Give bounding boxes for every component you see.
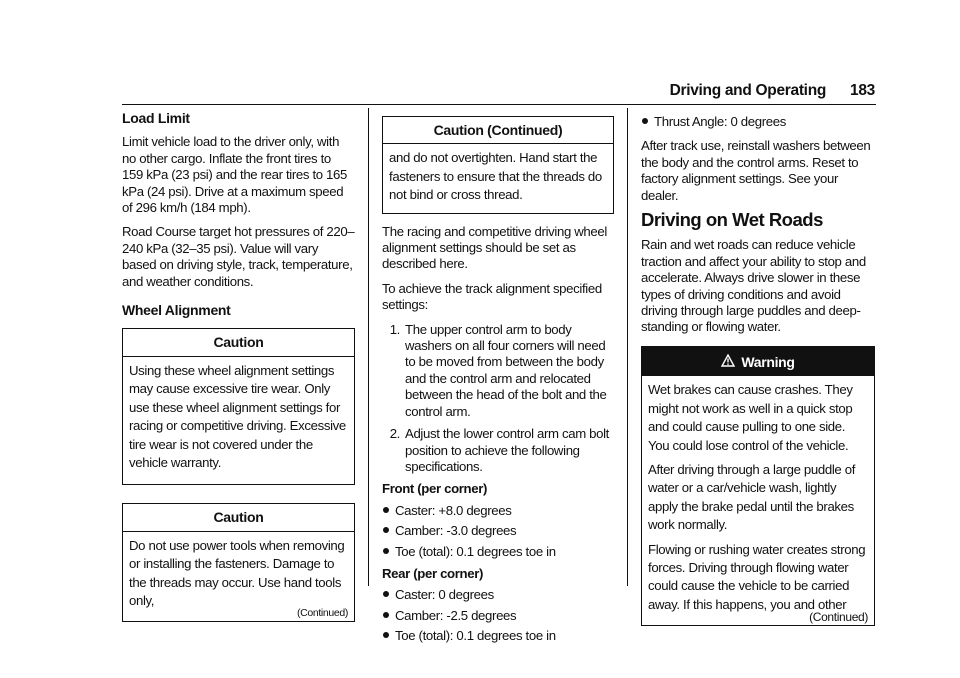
list-item	[641, 114, 875, 130]
column-divider-1	[368, 108, 369, 586]
alignment-steps-list	[382, 322, 614, 476]
wet-roads-heading: Driving on Wet Roads	[641, 209, 823, 231]
list-item	[382, 523, 614, 539]
caution-box-1-title: Caution	[123, 329, 354, 356]
warning-box	[641, 346, 875, 626]
bullet-icon	[642, 118, 648, 124]
bullet-text: Caster: 0 degrees	[395, 587, 494, 603]
bullet-text: Caster: +8.0 degrees	[395, 502, 512, 518]
warning-paragraph-3: Flowing or rushing water creates strong forces. Driving through flowing water could cause the vehicle to be carried away. If this happens, you and other	[648, 541, 866, 612]
caution-box-1-text: Using these wheel alignment settings may cause excessive tire wear. Only use these wheel alignment settings for racing or competitive driving. Excessive tire wear is not covered under the vehicle warranty.	[129, 362, 346, 470]
load-limit-paragraph-2: Road Course target hot pressures of 220–240 kPa (32–35 psi). Value will vary based on driving style, track, temperature, and weather conditions.	[122, 224, 355, 289]
wheel-alignment-heading: Wheel Alignment	[122, 302, 231, 319]
step-text: The upper control arm to body washers on all four corners will need to be moved from between the body and the control arm and relocated between the head of the bolt and the control arm.	[405, 321, 607, 419]
warning-header	[642, 347, 874, 376]
bullet-icon	[383, 632, 389, 638]
caution-box-2-text: Do not use power tools when removing or installing the fasteners. Damage to the threads may occur. Use hand tools only,	[129, 537, 345, 608]
step-number: 2.	[389, 426, 400, 442]
column-2	[382, 116, 614, 649]
load-limit-paragraph-1: Limit vehicle load to the driver only, with no other cargo. Inflate the front tires to 159 kPa (23 psi) and the rear tires to 165 kPa (24 psi). Drive at a maximum speed of 296 km/h (184 mph).	[122, 134, 348, 216]
caution-continued-box	[382, 116, 614, 214]
column-3	[641, 114, 875, 626]
caution-box-2	[122, 503, 355, 622]
step-text: Adjust the lower control arm cam bolt position to achieve the following specifications.	[405, 426, 610, 474]
bullet-icon	[383, 507, 389, 513]
bullet-text: Toe (total): 0.1 degrees toe in	[395, 543, 556, 559]
list-item	[382, 503, 614, 519]
front-heading: Front (per corner)	[382, 481, 488, 497]
list-item	[382, 628, 614, 644]
bullet-icon	[383, 527, 389, 533]
warning-paragraph-1: Wet brakes can cause crashes. They might not work as well in a quick stop and could cause pulling to one side. You could lose control of the vehicle.	[648, 382, 853, 453]
step-number: 1.	[389, 321, 400, 337]
header-rule	[122, 104, 876, 105]
caution-box-1	[122, 328, 355, 485]
load-limit-heading: Load Limit	[122, 110, 190, 126]
warning-paragraph-2: After driving through a large puddle of water or a car/vehicle wash, lightly apply the brake pedal until the brakes work normally.	[648, 461, 856, 533]
column-divider-2	[627, 108, 628, 586]
wet-roads-paragraph: Rain and wet roads can reduce vehicle traction and affect your ability to stop and accelerate. Always drive slower in these types of driving conditions and avoid driving through large puddles and deep-standing or flowing water.	[641, 237, 866, 335]
rear-heading: Rear (per corner)	[382, 565, 484, 581]
list-item	[382, 587, 614, 603]
alignment-intro-paragraph: The racing and competitive driving wheel alignment settings should be set as described here.	[382, 223, 607, 272]
alignment-settings-paragraph: To achieve the track alignment specified settings:	[382, 280, 602, 313]
list-item	[382, 544, 614, 560]
bullet-icon	[383, 591, 389, 597]
column-1	[122, 110, 355, 622]
caution-box-2-continued: (Continued)	[296, 607, 348, 620]
caution-continued-title: Caution (Continued)	[383, 117, 613, 144]
list-item	[382, 608, 614, 624]
warning-triangle-icon	[721, 354, 735, 370]
caution-continued-text: and do not overtighten. Hand start the fasteners to ensure that the threads do not bind or cross thread.	[389, 150, 602, 203]
bullet-icon	[383, 612, 389, 618]
warning-continued: (Continued)	[809, 610, 868, 625]
section-title: Driving and Operating	[669, 82, 827, 99]
list-item	[382, 426, 614, 475]
bullet-text: Camber: -3.0 degrees	[395, 523, 517, 539]
caution-box-2-title: Caution	[123, 504, 354, 531]
bullet-text: Camber: -2.5 degrees	[395, 607, 517, 623]
after-track-paragraph: After track use, reinstall washers between the body and the control arms. Reset to factory alignment settings. See your dealer.	[641, 138, 871, 203]
bullet-icon	[383, 548, 389, 554]
page-number: 183	[850, 82, 875, 99]
bullet-text: Toe (total): 0.1 degrees toe in	[395, 628, 556, 644]
list-item	[382, 322, 614, 420]
bullet-text: Thrust Angle: 0 degrees	[654, 114, 786, 129]
page-header	[560, 82, 875, 100]
warning-title: Warning	[741, 353, 795, 370]
